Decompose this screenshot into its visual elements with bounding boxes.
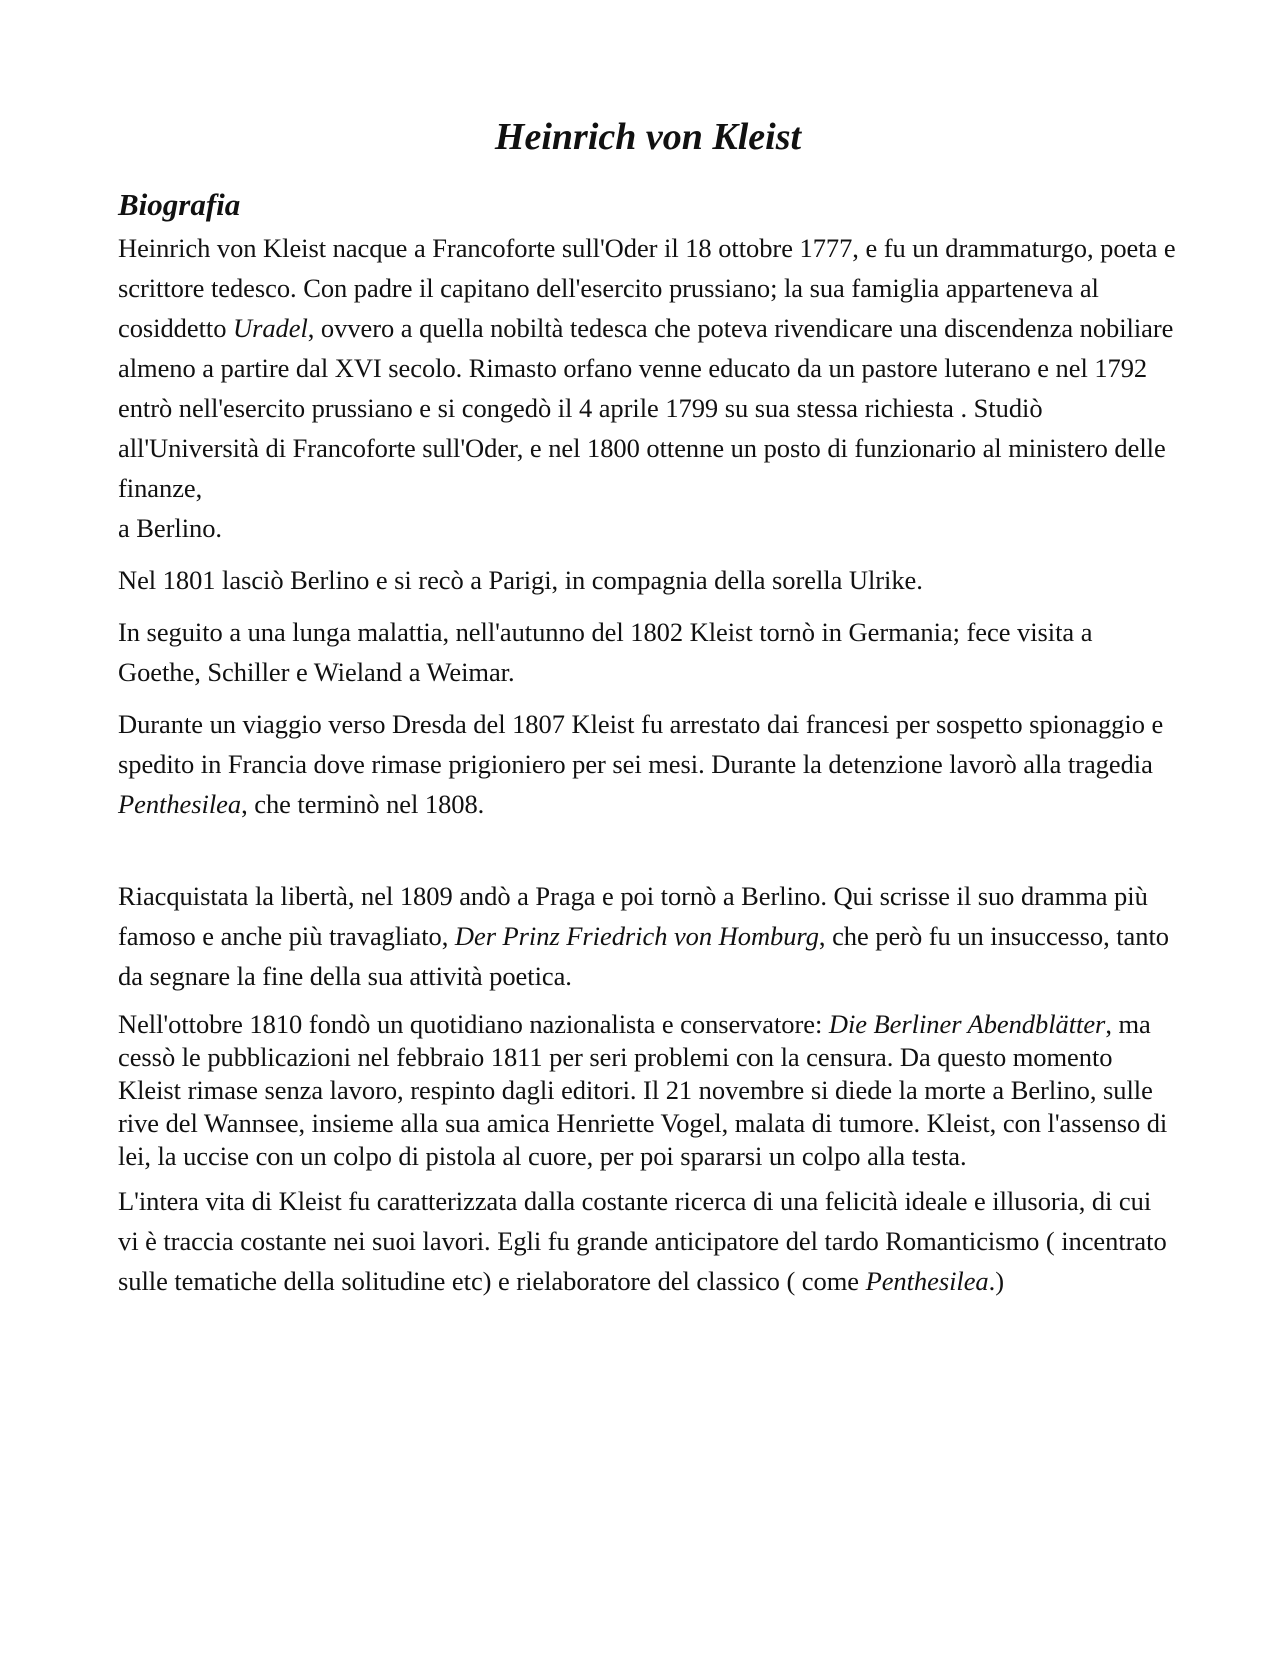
paragraph-paris-1801: Nel 1801 lasciò Berlino e si recò a Parigi, in compagnia della sorella Ulrike.	[118, 565, 923, 595]
italic-term-uradel: Uradel	[233, 313, 308, 343]
italic-title-berliner-abendblaetter: Die Berliner Abendblätter	[828, 1009, 1106, 1039]
text-run: Heinrich von Kleist nacque a Francoforte sull'Oder il 18 ottobre 1777, e fu un drammaturgo, poeta e scrittore tedesco. Con padre il capitano dell'esercito prussiano; la sua famiglia apparteneva al cosiddetto	[118, 233, 1176, 343]
text-run: Riacquistata la libertà, nel 1809 andò a Praga e poi tornò a Berlino. Qui scrisse il suo dramma più famoso e anche più travagliato,	[118, 881, 1148, 951]
paragraph-legacy	[118, 1181, 1178, 1301]
italic-title-prinz-homburg: Der Prinz Friedrich von Homburg	[454, 921, 819, 951]
paragraph-newspaper-1810	[118, 1008, 1178, 1173]
paragraph-return-1802: In seguito a una lunga malattia, nell'autunno del 1802 Kleist tornò in Germania; fece visita a Goethe, Schiller e Wieland a Weimar.	[118, 617, 1093, 687]
text-run: , che però fu un insuccesso, tanto da segnare la fine della sua attività poetica.	[118, 921, 1169, 991]
document-page	[118, 112, 1178, 1301]
paragraph-prague-1809	[118, 876, 1178, 996]
italic-title-penthesilea: Penthesilea	[118, 789, 242, 819]
document-title: Heinrich von Kleist	[494, 116, 802, 158]
text-run: .)	[988, 1266, 1004, 1296]
section-heading-biografia: Biografia	[118, 187, 241, 222]
paragraph-arrest-1807	[118, 704, 1178, 824]
text-run: Durante un viaggio verso Dresda del 1807 Kleist fu arrestato dai francesi per sospetto spionaggio e spedito in Francia dove rimase prigioniero per sei mesi. Durante la detenzione lavorò alla tragedia	[118, 709, 1164, 779]
text-run: , ma cessò le pubblicazioni nel febbraio 1811 per seri problemi con la censura. Da questo momento Kleist rimase senza lavoro, respinto dagli editori. Il 21 novembre si diede la morte a Berlino, sulle rive del Wannsee, insieme alla sua amica Henriette Vogel, malata di tumore. Kleist, con l'assenso di lei, la uccise con un colpo di pistola al cuore, per poi spararsi un colpo alla testa.	[118, 1009, 1168, 1171]
text-run: , che terminò nel 1808.	[241, 789, 485, 819]
paragraph-birth-and-education	[118, 228, 1178, 548]
text-run: Nell'ottobre 1810 fondò un quotidiano nazionalista e conservatore:	[118, 1009, 829, 1039]
text-run: a Berlino.	[118, 513, 222, 543]
text-run: , ovvero a quella nobiltà tedesca che poteva rivendicare una discendenza nobiliare almeno a partire dal XVI secolo. Rimasto orfano venne educato da un pastore luterano e nel 1792 entrò nell'esercito prussiano e si congedò il 4 aprile 1799 su sua stessa richiesta . Studiò all'Università di Francoforte sull'Oder, e nel 1800 ottenne un posto di funzionario al ministero delle finanze,	[118, 313, 1174, 503]
text-run: L'intera vita di Kleist fu caratterizzata dalla costante ricerca di una felicità ideale e illusoria, di cui vi è traccia costante nei suoi lavori. Egli fu grande anticipatore del tardo Romanticismo ( incentrato sulle tematiche della solitudine etc) e rielaboratore del classico ( come	[118, 1186, 1167, 1296]
italic-title-penthesilea: Penthesilea	[865, 1266, 989, 1296]
